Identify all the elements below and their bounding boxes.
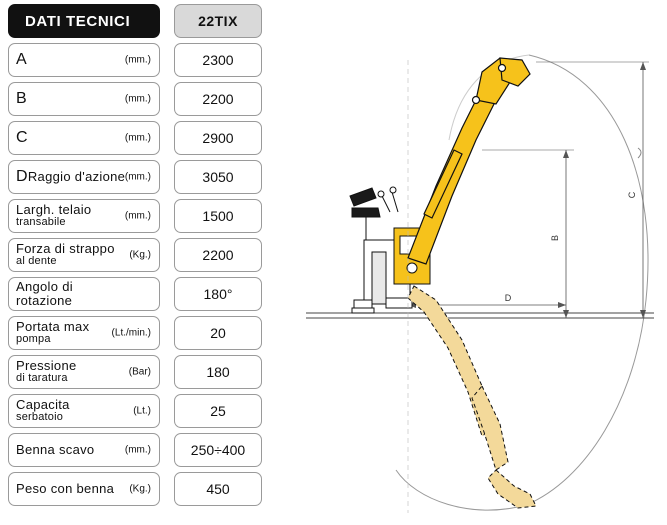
row-unit: (mm.)	[124, 210, 151, 222]
row-value-cell	[174, 238, 262, 272]
row-value-cell	[174, 394, 262, 428]
table-header-row	[8, 4, 270, 38]
row-label	[16, 320, 89, 345]
row-value-cell	[174, 121, 262, 155]
dim-arrow-c-bottom	[640, 310, 646, 318]
row-label-sub: transabile	[16, 216, 66, 229]
row-unit: (Lt./min.)	[111, 327, 151, 339]
table-row	[8, 355, 270, 389]
base-foot	[354, 300, 372, 308]
row-label: C	[16, 128, 28, 146]
row-value-cell	[174, 82, 262, 116]
table-row	[8, 433, 270, 467]
row-value-cell	[174, 472, 262, 506]
row-label-cell	[8, 394, 160, 428]
row-value: 180°	[203, 286, 233, 302]
technical-data-table	[8, 4, 270, 511]
operator-seat	[350, 187, 398, 240]
row-label-cell	[8, 472, 160, 506]
table-row	[8, 316, 270, 350]
row-value-cell	[174, 316, 262, 350]
row-value: 2200	[202, 247, 234, 263]
row-value-cell	[174, 199, 262, 233]
row-label-cell	[8, 433, 160, 467]
base-foot-plate	[352, 308, 374, 313]
dim-label-b: B	[550, 234, 560, 242]
row-label-cell	[8, 277, 160, 311]
row-value-cell	[174, 43, 262, 77]
table-title-cell	[8, 4, 160, 38]
seat-back	[350, 188, 376, 206]
row-label-cell	[8, 316, 160, 350]
lever-knob-1	[378, 191, 384, 197]
table-row	[8, 160, 270, 194]
row-label-sub: di taratura	[16, 372, 68, 385]
table-row	[8, 472, 270, 506]
dim-label-d: D	[504, 293, 512, 303]
machine-dimension-drawing	[286, 0, 667, 525]
row-value: 180	[206, 364, 230, 380]
row-value-cell	[174, 433, 262, 467]
row-label-text: Largh. telaio	[16, 202, 92, 218]
row-value: 20	[210, 325, 226, 341]
table-row	[8, 238, 270, 272]
model-cell	[174, 4, 262, 38]
row-label-cell	[8, 199, 160, 233]
row-value-cell	[174, 160, 262, 194]
turret-pivot	[407, 263, 417, 273]
row-label: B	[16, 89, 27, 107]
row-unit: (mm.)	[124, 132, 151, 144]
row-unit: (Kg.)	[129, 249, 151, 261]
table-row	[8, 277, 270, 311]
dim-arrow-d-right	[558, 302, 566, 308]
row-value: 3050	[202, 169, 234, 185]
row-unit: (Lt.)	[133, 405, 151, 417]
table-row	[8, 199, 270, 233]
lever-knob-2	[390, 187, 396, 193]
ghost-bucket	[488, 470, 536, 508]
row-label-text: Capacita	[16, 397, 70, 413]
row-label: Peso con benna	[16, 481, 115, 497]
row-value: 1500	[202, 208, 234, 224]
row-value-cell	[174, 277, 262, 311]
row-label	[16, 242, 115, 267]
row-label-text: Portata max	[16, 319, 90, 335]
row-unit: (mm.)	[124, 171, 151, 183]
row-label-cell	[8, 238, 160, 272]
row-label-cell	[8, 43, 160, 77]
table-row	[8, 121, 270, 155]
boom-joint-1	[473, 97, 480, 104]
control-lever-1	[382, 196, 390, 212]
row-value: 2200	[202, 91, 234, 107]
ghost-upper-arm	[472, 386, 508, 470]
dim-arrow-b-top	[563, 150, 569, 158]
row-label-sub: al dente	[16, 255, 57, 268]
envelope-tick-a	[638, 148, 641, 158]
row-unit: (Kg.)	[129, 483, 151, 495]
model-label: 22TIX	[198, 13, 238, 29]
dim-arrow-c-top	[640, 62, 646, 70]
row-label-text: Forza di strappo	[16, 241, 115, 257]
row-value: 250÷400	[190, 442, 246, 458]
row-label-cell	[8, 160, 160, 194]
seat-cushion	[352, 208, 380, 217]
row-unit: (Bar)	[128, 366, 151, 378]
row-unit: (mm.)	[124, 444, 151, 456]
row-label: A	[16, 50, 27, 68]
row-label-sub: Raggio d'azione	[27, 169, 126, 185]
boom-joint-2	[499, 65, 506, 72]
table-row	[8, 43, 270, 77]
row-unit: (mm.)	[124, 54, 151, 66]
row-label: Benna scavo	[16, 442, 95, 458]
boom-lowered-ghost	[408, 286, 536, 508]
working-envelope-outline	[396, 55, 648, 510]
row-label-sub: pompa	[16, 333, 51, 346]
row-label-cell	[8, 82, 160, 116]
dim-label-c: C	[627, 191, 637, 199]
control-lever-2	[392, 192, 398, 212]
row-label	[16, 398, 70, 423]
table-row	[8, 394, 270, 428]
row-unit: (mm.)	[124, 93, 151, 105]
row-value: 2900	[202, 130, 234, 146]
row-label: D	[16, 167, 28, 185]
dim-arrow-b-bottom	[563, 310, 569, 318]
row-label-cell	[8, 355, 160, 389]
base-column	[372, 252, 386, 304]
row-label: Angolo di rotazione	[16, 279, 73, 308]
row-label	[16, 203, 91, 228]
row-label-text: Pressione	[16, 358, 77, 374]
row-value: 25	[210, 403, 226, 419]
row-label-cell	[8, 121, 160, 155]
row-label-sub: serbatoio	[16, 411, 64, 424]
table-row	[8, 82, 270, 116]
row-value: 2300	[202, 52, 234, 68]
table-title: DATI TECNICI	[25, 12, 131, 30]
row-label	[16, 359, 77, 384]
row-value: 450	[206, 481, 230, 497]
row-value-cell	[174, 355, 262, 389]
